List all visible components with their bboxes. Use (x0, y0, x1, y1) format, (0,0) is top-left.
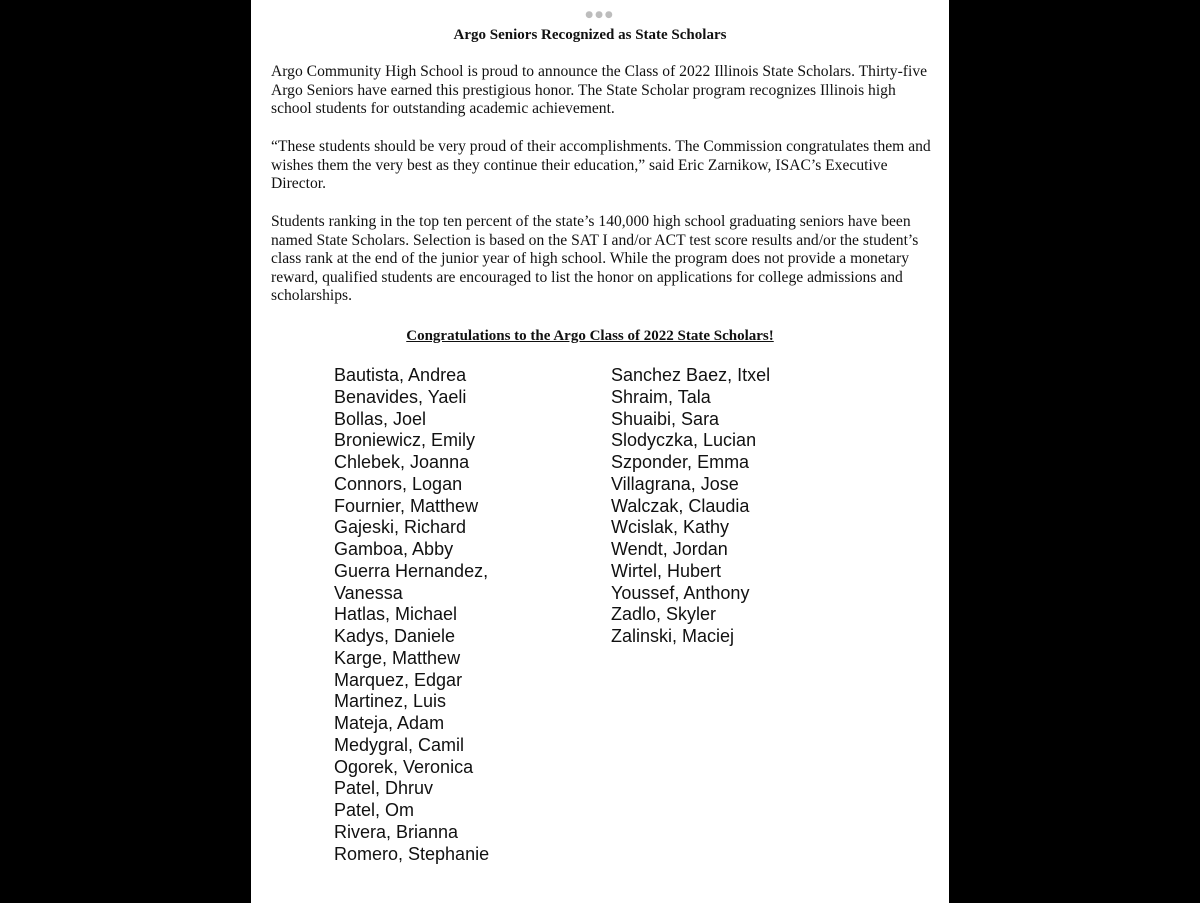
scholar-name: Medygral, Camil (334, 734, 465, 755)
scholar-name: Hatlas, Michael (334, 604, 458, 625)
scholar-name: Benavides, Yaeli (334, 386, 467, 407)
scholar-name: Patel, Om (334, 800, 415, 820)
scholar-name: Slodyczka, Lucian (611, 430, 757, 451)
scholar-name: Connors, Logan (334, 473, 463, 494)
scholar-name: Fournier, Matthew (334, 495, 479, 516)
scholar-name: Bollas, Joel (334, 408, 427, 429)
scholar-name: Youssef, Anthony (611, 582, 750, 603)
scholar-name: Shraim, Tala (611, 386, 711, 407)
scholar-name: Villagrana, Jose (611, 473, 739, 494)
intro-paragraph: Argo Community High School is proud to announce the Class of 2022 Illinois State Scholars. Thirty-five Argo Seniors have earned this prestigious honor. The State Scholar program recognizes Illinois high school students for outstanding academic achievement. (271, 63, 928, 117)
scholar-name: Kadys, Daniele (334, 626, 456, 646)
scholar-name: Wcislak, Kathy (611, 517, 730, 538)
quote-paragraph: “These students should be very proud of their accomplishments. The Commission congratulates them and wishes them the very best as they continue their education,” said Eric Zarnikow, ISAC’s Executive Director. (271, 138, 931, 192)
scholar-name: Karge, Matthew (334, 647, 461, 668)
selection-paragraph: Students ranking in the top ten percent of the state’s 140,000 high school graduating seniors have been named State Scholars. Selection is based on the SAT I and/or ACT test score results and/or the student’s class rank at the end of the junior year of high school. While the program does not provide a monetary reward, qualified students are encouraged to list the honor on applications for college admissions and scholarships. (271, 213, 919, 304)
scholar-name: Wirtel, Hubert (611, 560, 722, 581)
document-page (251, 0, 949, 903)
document-title: Argo Seniors Recognized as State Scholars (453, 27, 727, 43)
more-options-icon[interactable]: ●●● (585, 10, 615, 20)
scholar-name: Mateja, Adam (334, 713, 445, 733)
scholar-name: Vanessa (334, 582, 403, 603)
scholar-name: Gamboa, Abby (334, 539, 454, 559)
scholar-name: Chlebek, Joanna (334, 452, 470, 472)
scholar-name: Romero, Stephanie (334, 843, 490, 864)
congratulations-heading: Congratulations to the Argo Class of 2022 State Scholars! (406, 328, 774, 344)
scholar-name: Zadlo, Skyler (611, 604, 717, 625)
scholar-name: Zalinski, Maciej (611, 626, 735, 646)
scholar-name: Shuaibi, Sara (611, 408, 720, 429)
scholar-name: Gajeski, Richard (334, 517, 467, 538)
scholar-name: Patel, Dhruv (334, 778, 434, 799)
scholar-name: Walczak, Claudia (611, 495, 750, 516)
scholar-name: Broniewicz, Emily (334, 430, 476, 451)
scholar-name: Guerra Hernandez, (334, 560, 489, 581)
scholar-name: Marquez, Edgar (334, 669, 463, 690)
scholar-name: Rivera, Brianna (334, 821, 459, 842)
scholar-name: Bautista, Andrea (334, 365, 467, 385)
scholar-name: Wendt, Jordan (611, 539, 728, 559)
scholar-name: Ogorek, Veronica (334, 756, 474, 777)
scholar-name: Martinez, Luis (334, 691, 447, 712)
scholar-list-left (334, 365, 489, 865)
scholar-name: Sanchez Baez, Itxel (611, 365, 771, 385)
scholar-list-right (611, 365, 770, 648)
scholar-name: Szponder, Emma (611, 452, 750, 472)
